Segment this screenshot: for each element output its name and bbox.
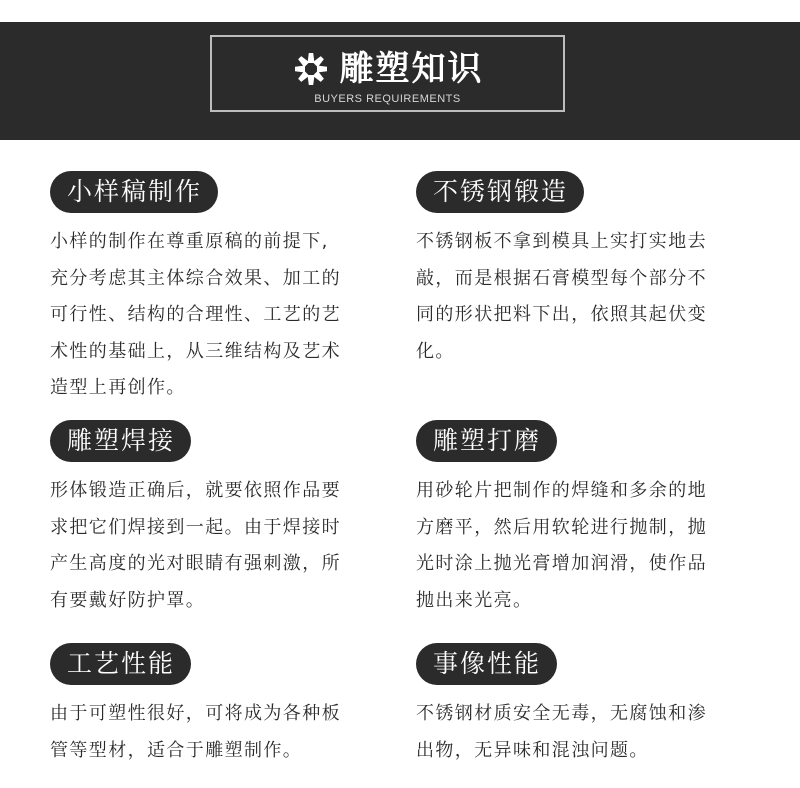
body-line: 术性的基础上，从三维结构及艺术 [50, 340, 341, 362]
section-title: 雕塑焊接 [50, 420, 191, 462]
body-line: 抛出来光亮。 [416, 589, 533, 611]
section-body [416, 696, 707, 769]
sparkle-icon [292, 50, 330, 88]
section-title: 事像性能 [416, 643, 557, 685]
body-line: 不锈钢板不拿到模具上实打实地去 [416, 231, 707, 252]
body-line: 用砂轮片把制作的焊缝和多余的地 [416, 480, 707, 501]
body-line: 产生高度的光对眼睛有强刺激，所 [50, 553, 341, 574]
section-body [50, 696, 341, 769]
section-body [416, 224, 707, 370]
title-frame [210, 35, 565, 112]
body-line: 可行性、结构的合理性、工艺的艺 [50, 304, 341, 325]
section-body [50, 473, 341, 619]
section-title: 不锈钢锻造 [416, 171, 584, 213]
section-polishing [416, 420, 707, 619]
body-line: 方磨平，然后用软轮进行抛制，抛 [416, 516, 707, 538]
header-banner [0, 22, 800, 140]
page-subtitle: BUYERS REQUIREMENTS [314, 93, 461, 105]
body-line: 敲，而是根据石膏模型每个部分不 [416, 267, 707, 289]
body-line: 小样的制作在尊重原稿的前提下, [50, 231, 329, 252]
body-line: 求把它们焊接到一起。由于焊接时 [50, 516, 341, 538]
body-line: 出物，无异味和混浊问题。 [416, 739, 649, 761]
body-line: 同的形状把料下出，依照其起伏变 [416, 304, 707, 325]
body-line: 充分考虑其主体综合效果、加工的 [50, 267, 341, 289]
title-row [212, 46, 563, 92]
body-line: 由于可塑性很好，可将成为各种板 [50, 703, 341, 724]
section-body [416, 473, 707, 619]
body-line: 不锈钢材质安全无毒，无腐蚀和渗 [416, 703, 707, 724]
section-stainless-forging [416, 171, 707, 370]
section-welding [50, 420, 341, 619]
body-line: 光时涂上抛光膏增加润滑，使作品 [416, 553, 707, 574]
section-safety-properties [416, 643, 707, 769]
section-sample-model [50, 171, 341, 407]
body-line: 造型上再创作。 [50, 377, 186, 398]
section-body [50, 224, 341, 407]
section-process-properties [50, 643, 341, 769]
section-title: 雕塑打磨 [416, 420, 557, 462]
section-title: 小样稿制作 [50, 171, 218, 213]
section-title: 工艺性能 [50, 643, 191, 685]
body-line: 化。 [416, 340, 455, 362]
page-title: 雕塑知识 [339, 49, 484, 89]
body-line: 管等型材，适合于雕塑制作。 [50, 739, 303, 761]
body-line: 形体锻造正确后，就要依照作品要 [50, 480, 341, 501]
body-line: 有要戴好防护罩。 [50, 589, 206, 611]
